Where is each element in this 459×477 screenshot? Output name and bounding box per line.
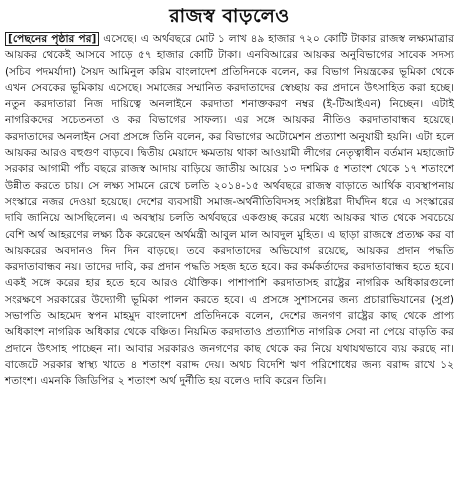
article-body-text: এসেছে। এ অর্থবছরে মোট ১ লাখ ৪৯ হাজার ৭২০ কোটি টাকার রাজস্ব লক্ষ্যমাত্রার আয়কর থেকেই আসবে সাড়ে ৫৭ হাজার কোটি টাকা। এনবিআরের আয়কর অনুবিভাগের সাবেক সদস্য (সচিব পদমর্যাদা) সৈয়দ আমিনুল করিম বাংলাদেশ প্রতিদিনকে বলেন, কর বিভাগ নিয়ন্ত্রকের ভূমিকা থেকে এখন সেবকের ভূমিকায় এসেছে। সমাজের সম্মানিত করদাতাদের স্বেচ্ছায় কর প্রদানে উৎসাহিত করা হচ্ছে। নতুন করদাতারা নিজ দায়িত্বে অনলাইনে করদাতা শনাক্তকরণ নম্বর (ই-টিআইএন) নিচ্ছেন। এটাই নাগরিকদের সচেতনতা ও কর বিভাগের সাফল্য। এর সঙ্গে আয়কর নীতিও করদাতাবান্ধব হয়েছে। করদাতাদের অনলাইন সেবা প্রসঙ্গে তিনি বলেন, কর বিভাগের অটোমেশন প্রত্যাশা অনুযায়ী হয়নি। এটা হলে আয়কর আরও বহুগুণ বাড়বে। দ্বিতীয় মেয়াদে ক্ষমতায় থাকা আওয়ামী লীগের নেতৃত্বাধীন বর্তমান মহাজোট সরকার আগামী পাঁচ বছরে রাজস্ব আদায় বাড়িয়ে জাতীয় আয়ের ১৩ দশমিক ৫ শতাংশ থেকে ১৭ শতাংশে উন্নীত করতে চায়। সে লক্ষ্য সামনে রেখে চলতি ২০১৪-১৫ অর্থবছরে রাজস্ব বাড়াতে আর্থিক ব্যবস্থাপনায় সংস্কারে নজর দেওয়া হয়েছে। দেশের ব্যবসায়ী সমাজ-অর্থনীতিবিদসহ সংশ্লিষ্টরা দীর্ঘদিন ধরে এ সংস্কারের দাবি জানিয়ে আসছিলেন। এ অবস্থায় চলতি অর্থবছরে একগুচ্ছ করের মধ্যে আয়কর খাত থেকে সবচেয়ে বেশি অর্থ আহরণের লক্ষ্য ঠিক করেছেন অর্থমন্ত্রী আবুল মাল আবদুল মুহিত। এ ছাড়া রাজস্বে প্রত্যক্ষ কর বা আয়করের অবদানও দিন দিন বাড়ছে। তবে করদাতাদের অভিযোগ রয়েছে, আয়কর প্রদান পদ্ধতি করদাতাবান্ধব নয়। তাদের দাবি, কর প্রদান পদ্ধতি সহজ হতে হবে। কর কর্মকর্তাদের করদাতাবান্ধব হতে হবে। একই সঙ্গে করের হার হতে হবে আরও যৌক্তিক। পাশাপাশি করদাতাসহ রাষ্ট্রের নাগরিক অধিকারগুলো সংরক্ষণে সরকারের উদ্যোগী ভূমিকা পালন করতে হবে। এ প্রসঙ্গে সুশাসনের জন্য প্রচারাভিযানের (সুপ্র) সভাপতি আহমেদ স্বপন মাহমুদ বাংলাদেশ প্রতিদিনকে বলেন, দেশের জনগণ রাষ্ট্রের কাছ থেকে প্রাপ্য অধিকাংশ নাগরিক অধিকার থেকে বঞ্চিত। নিয়মিত করদাতাও প্রত্যাশিত নাগরিক সেবা না পেয়ে বাড়তি কর প্রদানে উৎসাহ পাচ্ছেন না। আবার সরকারও জনগণের কাছ থেকে কর নিয়ে যথাযথভাবে ব্যয় করছে না। বাজেটে সরকার স্বাস্থ্য খাতে ৪ শতাংশ বরাদ্দ দেয়। অথচ বিদেশি ঋণ পরিশোধের জন্য বরাদ্দ রাখে ১২ শতাংশ। এমনকি জিডিপির ২ শতাংশ অর্থ দুর্নীতি হয় বলেও দাবি করেন তিনি। (5, 33, 454, 388)
article-body (5, 31, 454, 390)
continued-from-previous-page-label: [পেছনের পৃষ্ঠার পর] (5, 32, 99, 46)
article-headline: রাজস্ব বাড়লেও (169, 5, 290, 27)
